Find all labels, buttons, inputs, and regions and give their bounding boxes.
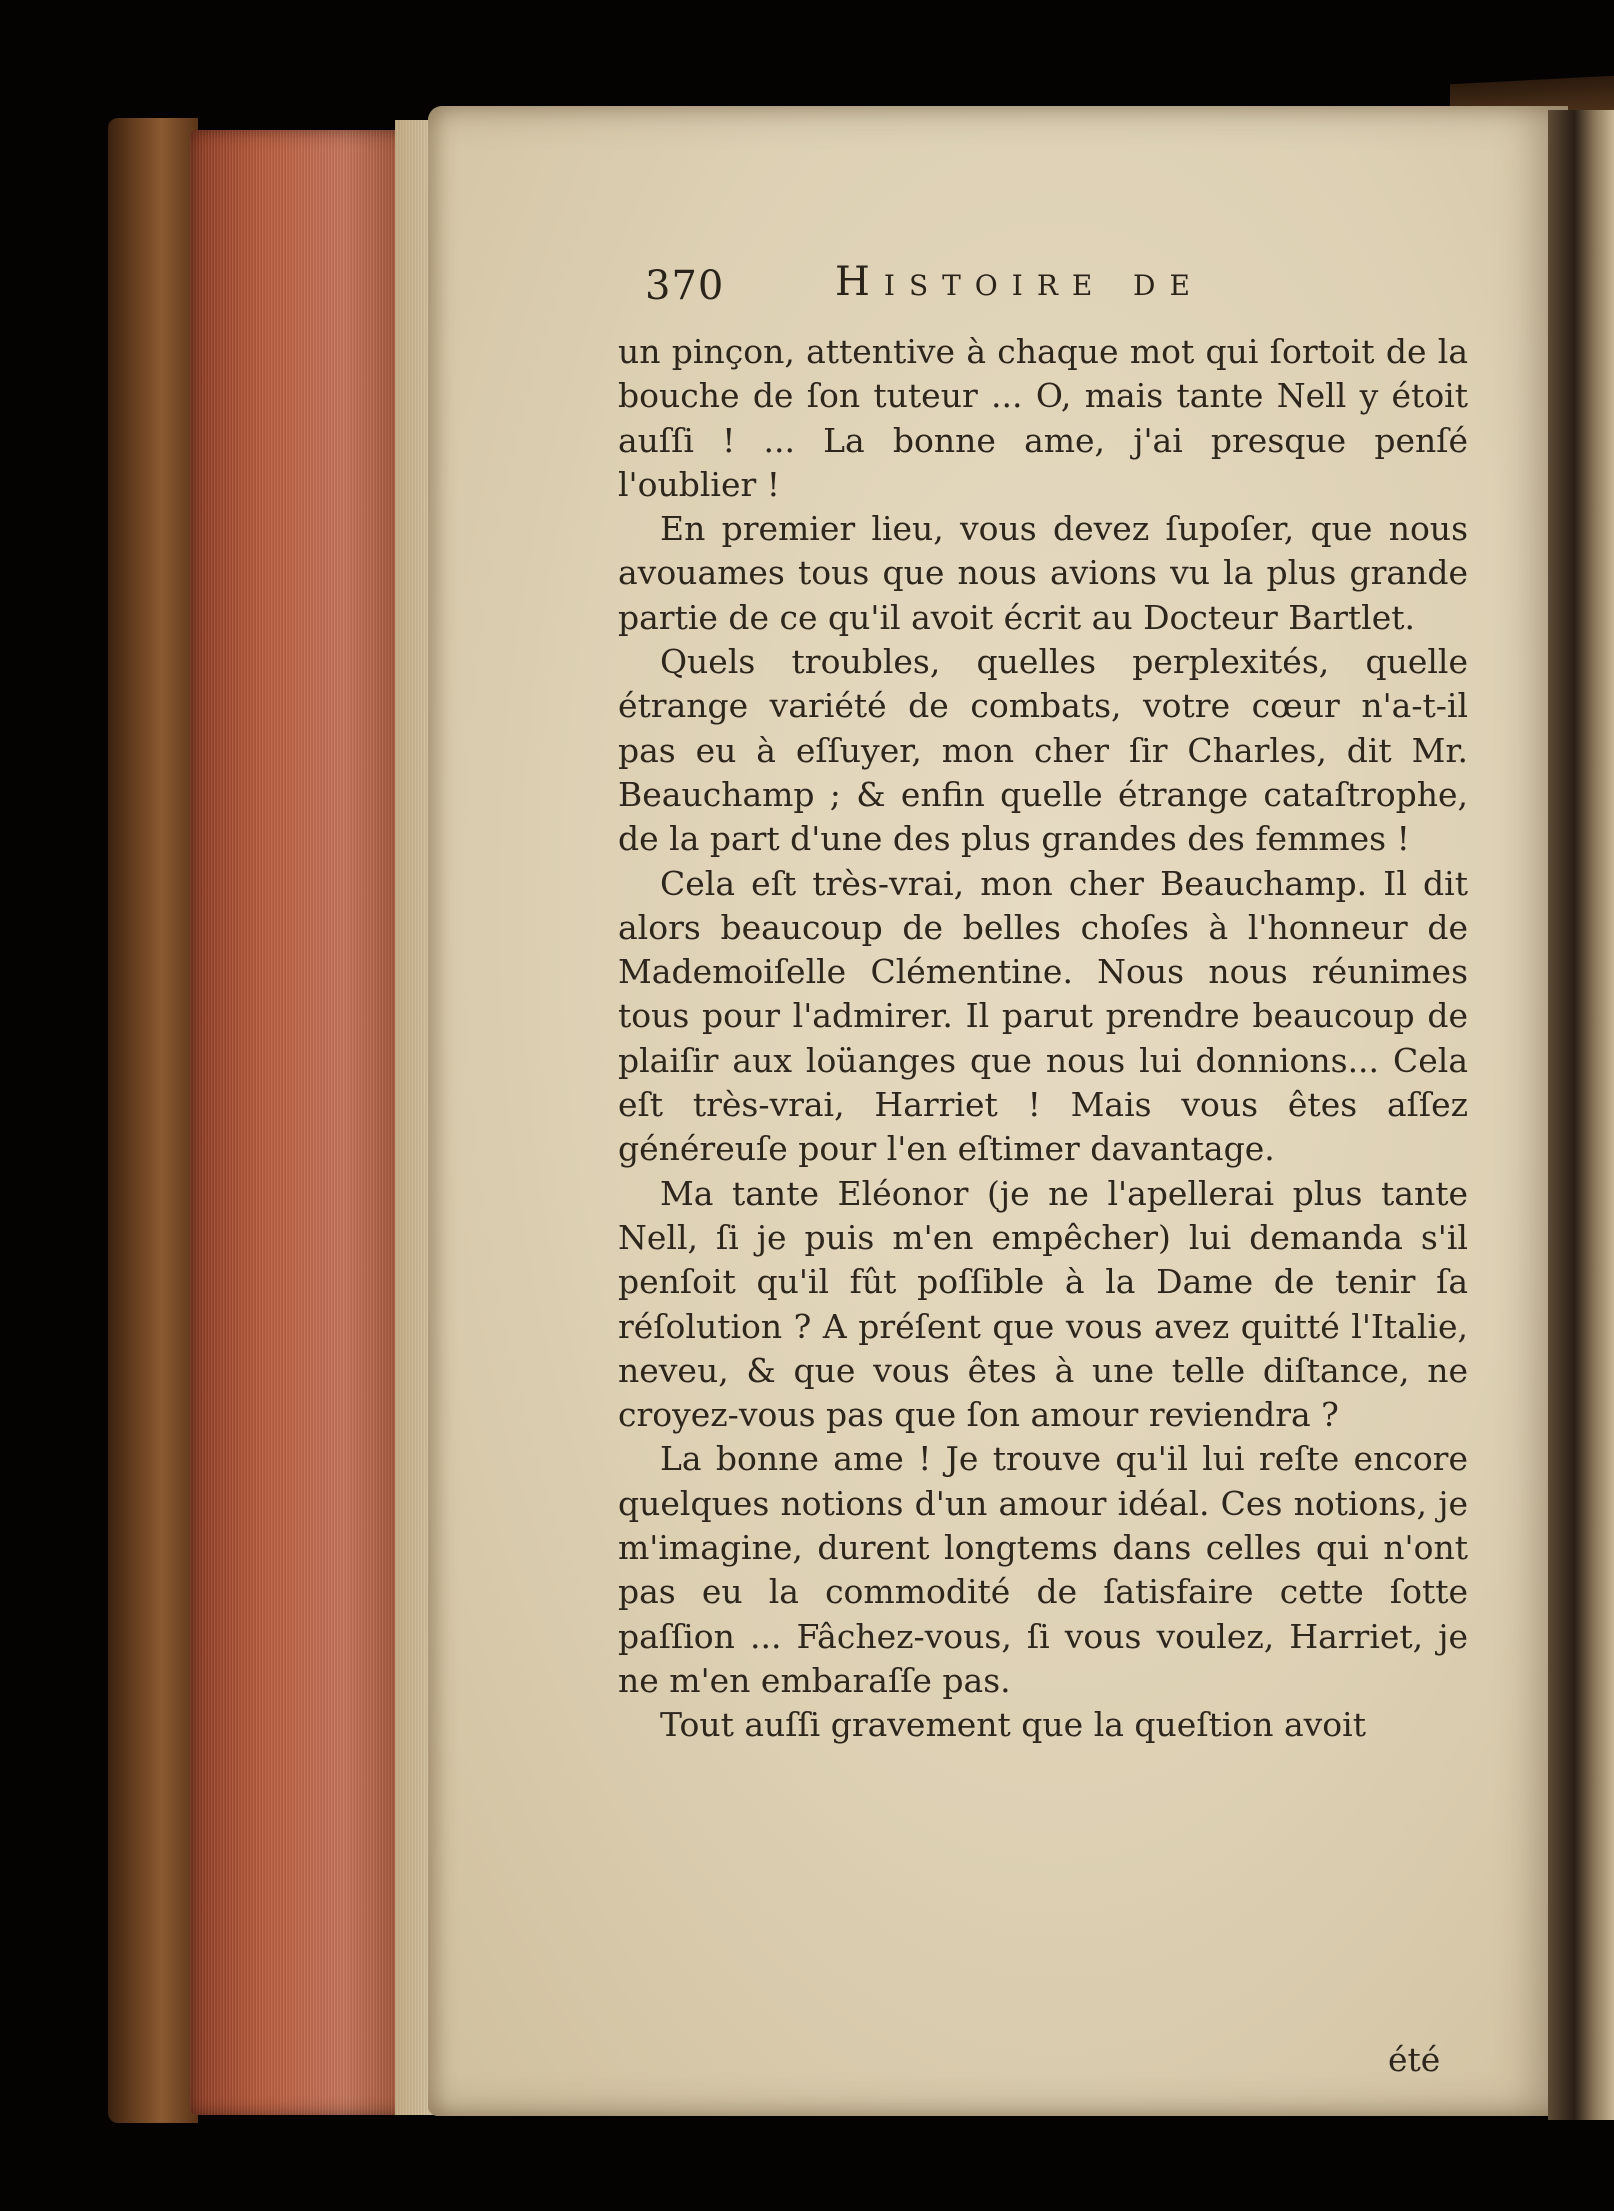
paragraph-3: Quels troubles, quelles perplexités, quelle étrange variété de combats, votre cœur n'a-t-il pas eu à eſſuyer, mon cher ſir Charles, dit Mr. Beauchamp ; & enfin quelle étrange cataſtrophe, de la part d'une des plus grandes des femmes ! bbox=[618, 642, 1468, 859]
book-gutter bbox=[1548, 110, 1614, 2120]
body-text bbox=[618, 330, 1468, 1748]
paragraph-2: En premier lieu, vous devez ſupoſer, que nous avouames tous que nous avions vu la plus grande partie de ce qu'il avoit écrit au Docteur Bartlet. bbox=[618, 509, 1468, 637]
paragraph-7: Tout auſſi gravement que la queſtion avoit bbox=[660, 1705, 1366, 1745]
page-number: 370 bbox=[645, 263, 725, 309]
catchword: été bbox=[1388, 2040, 1441, 2079]
running-header bbox=[645, 259, 1465, 323]
running-title: Histoire de bbox=[835, 259, 1204, 305]
paragraph-5: Ma tante Eléonor (je ne l'apellerai plus tante Nell, ſi je puis m'en empêcher) lui demanda s'il penſoit qu'il fût poſſible à la Dame de tenir ſa réſolution ? A préſent que vous avez quitté l'Italie, neveu, & que vous êtes à une telle diſtance, ne croyez-vous pas que ſon amour reviendra ? bbox=[618, 1173, 1468, 1435]
paragraph-4: Cela eſt très-vrai, mon cher Beauchamp. Il dit alors beaucoup de belles choſes à l'honneur de Mademoiſelle Clémentine. Nous nous réunimes tous pour l'admirer. Il parut prendre beaucoup de plaiſir aux loüanges que nous lui donnions... Cela eſt très-vrai, Harriet ! Mais vous êtes aſſez généreuſe pour l'en eſtimer davantage. bbox=[618, 863, 1468, 1169]
page-block-edge bbox=[190, 130, 428, 2115]
book-cover-edge bbox=[108, 118, 198, 2123]
paragraph-6: La bonne ame ! Je trouve qu'il lui reſte encore quelques notions d'un amour idéal. Ces notions, je m'imagine, durent longtems dans celles qui n'ont pas eu la commodité de ſatisfaire cette ſotte paſſion ... Fâchez-vous, ſi vous voulez, Harriet, je ne m'en embaraſſe pas. bbox=[618, 1439, 1468, 1700]
paragraph-1: un pinçon, attentive à chaque mot qui ſortoit de la bouche de ſon tuteur ... O, mais tante Nell y étoit auſſi ! ... La bonne ame, j'ai presque penſé l'oublier ! bbox=[618, 332, 1468, 504]
